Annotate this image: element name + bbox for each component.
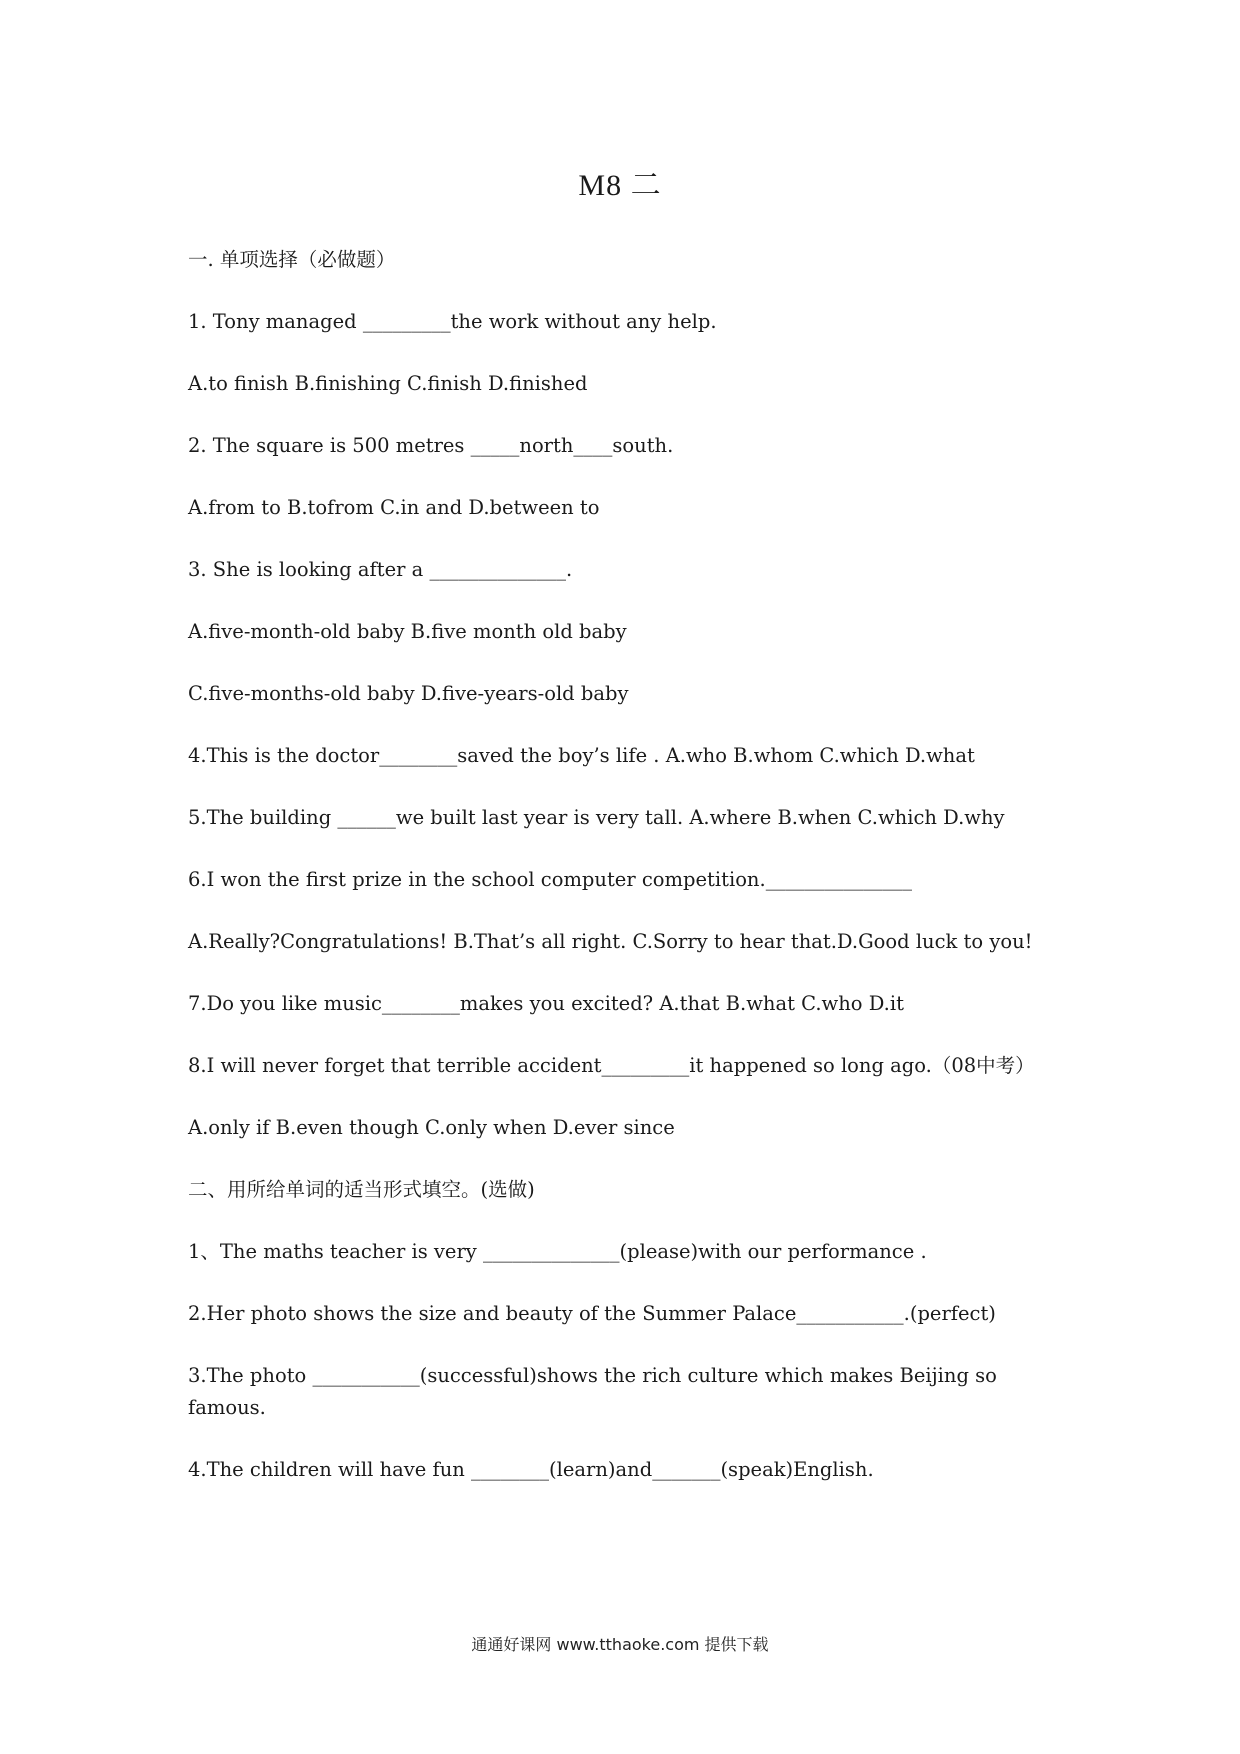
- page-footer: 通通好课网 www.tthaoke.com 提供下载: [471, 1635, 769, 1654]
- question-3-options-a-b: A.five-month-old baby B.five month old baby: [188, 620, 627, 643]
- question-2-options: A.from to B.tofrom C.in and D.between to: [188, 496, 600, 519]
- question-3: 3. She is looking after a ______________.: [188, 558, 573, 581]
- section-heading: 一. 单项选择（必做题）: [188, 248, 396, 271]
- section-heading: 二、用所给单词的适当形式填空。(选做): [188, 1178, 535, 1201]
- question-6: 6.I won the first prize in the school computer competition._______________: [188, 868, 912, 891]
- question-1: 1. Tony managed _________the work without any help.: [188, 310, 717, 333]
- worksheet-body: [188, 244, 1058, 1516]
- question-6-options: A.Really?Congratulations! B.That’s all right. C.Sorry to hear that.D.Good luck to you!: [188, 930, 1033, 953]
- fill-in-4: 4.The children will have fun ________(learn)and_______(speak)English.: [188, 1458, 874, 1481]
- page-title: M8 二: [578, 169, 662, 202]
- question-8: 8.I will never forget that terrible accident_________it happened so long ago.（08中考）: [188, 1054, 1035, 1077]
- question-1-options: A.to finish B.finishing C.finish D.finished: [188, 372, 588, 395]
- question-2: 2. The square is 500 metres _____north____south.: [188, 434, 674, 457]
- question-4: 4.This is the doctor________saved the boy’s life . A.who B.whom C.which D.what: [188, 744, 975, 767]
- question-3-options-c-d: C.five-months-old baby D.five-years-old baby: [188, 682, 629, 705]
- question-7: 7.Do you like music________makes you excited? A.that B.what C.who D.it: [188, 992, 904, 1015]
- fill-in-1: 1、The maths teacher is very ______________(please)with our performance .: [188, 1240, 927, 1263]
- question-5: 5.The building ______we built last year is very tall. A.where B.when C.which D.why: [188, 806, 1005, 829]
- question-8-options: A.only if B.even though C.only when D.ever since: [188, 1116, 675, 1139]
- fill-in-3: 3.The photo ___________(successful)shows the rich culture which makes Beijing so famous.: [188, 1364, 997, 1419]
- fill-in-2: 2.Her photo shows the size and beauty of the Summer Palace___________.(perfect): [188, 1302, 996, 1325]
